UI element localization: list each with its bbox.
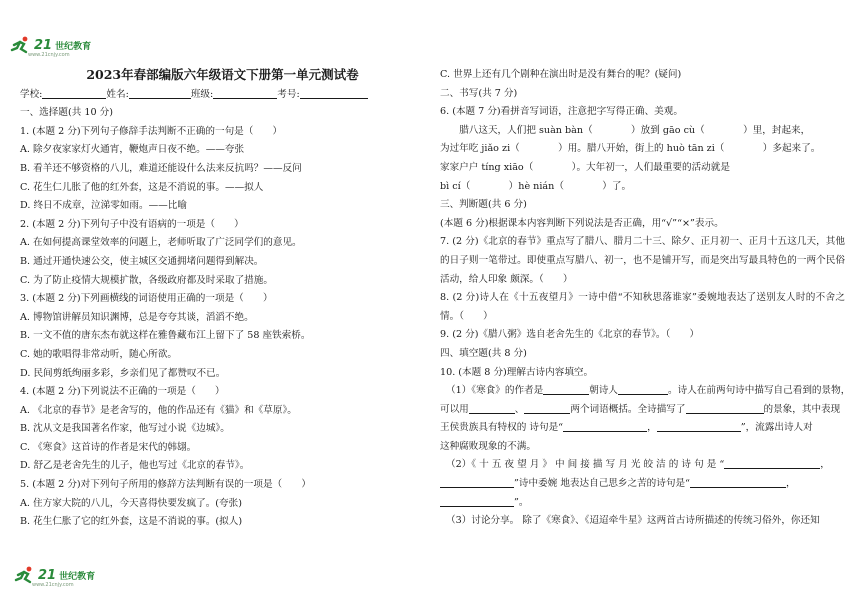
- question-line: C. 她的歌唱得非常动听，随心所欲。: [20, 348, 178, 360]
- blank-field[interactable]: [563, 420, 647, 432]
- question-line: 4. (本题 2 分)下列说法不正确的一项是（ ）: [20, 386, 225, 398]
- question-line: 2. (本题 2 分)下列句子中没有语病的一项是（ ）: [20, 218, 244, 230]
- blank-field[interactable]: [657, 420, 741, 432]
- question-line: A. 住方家大院的八儿，今天喜得快要发疯了。(夸张): [20, 497, 242, 509]
- pinyin-line: bì cí（ ）hè nián（ ）了。: [440, 180, 632, 192]
- blank-field[interactable]: [543, 383, 589, 395]
- question: 9. (2 分)《腊八粥》选自老舍先生的《北京的春节》。（ ）: [440, 329, 700, 341]
- question-line: B. 看羊还不够资格的八儿，难道还能设什么法来反抗吗？——反问: [20, 162, 302, 174]
- question-line: C. 花生仁儿胀了他的红外套，这是不消说的事。——拟人: [20, 181, 264, 193]
- fill-line: [440, 419, 845, 438]
- fill-line: 这种腐败现象的不满。: [440, 440, 536, 452]
- logo-brand-cn: 世纪教育: [59, 571, 96, 582]
- fill-text: ，: [785, 478, 796, 490]
- question-option: C. 世界上还有几个剧种在演出时是没有舞台的呢？(疑问): [440, 69, 682, 80]
- pinyin-line: 为过年吃 jiǎo zi（ ）用。腊八开始，街上的 huò tān zi（ ）多起来了。: [440, 143, 821, 155]
- fill-line: [440, 475, 845, 494]
- section-heading: 三、判断题(共 6 分): [440, 199, 527, 211]
- fill-text: ，: [647, 422, 657, 434]
- question-line: D. 民间剪纸绚丽多彩，乡亲们见了都赞叹不已。: [20, 367, 226, 379]
- section-heading: 四、填空题(共 8 分): [440, 347, 527, 359]
- exam-no-field[interactable]: [300, 87, 368, 99]
- fill-line: [440, 401, 845, 420]
- blank-field[interactable]: [618, 383, 668, 395]
- question-line: A. 博物馆讲解员知识渊博，总是夸夸其谈，滔滔不绝。: [20, 311, 254, 323]
- question-line: C. 《寒食》这首诗的作者是宋代的韩翃。: [20, 441, 197, 453]
- fill-line: [440, 382, 851, 401]
- name-field[interactable]: [129, 87, 191, 99]
- blank-field[interactable]: [686, 402, 764, 414]
- question-line: C. 为了防止疫情大规模扩散，各级政府都及时采取了措施。: [20, 274, 273, 286]
- class-field[interactable]: [213, 87, 277, 99]
- question: 7. (2 分)《北京的春节》重点写了腊八、腊月二十三、除夕、正月初一、正月十五这几天，其他的日子则一笔带过。即使重点写腊八、初一，也不是铺开写，而是突出写最具特色的一两个民俗活动，给人印象 颇深。（ ）: [440, 236, 845, 285]
- question-line: B. 沈从文是我国著名作家，他写过小说《边城》。: [20, 423, 230, 435]
- question-line: B. 通过开通快速公交，使主城区交通拥堵问题得到解决。: [20, 255, 264, 267]
- right-column: [440, 66, 851, 531]
- name-label: 姓名:: [106, 88, 129, 100]
- fill-text: 。诗人在前两句诗中描写自己看到的景物，: [668, 385, 851, 397]
- student-info-row: [20, 86, 425, 105]
- fill-text: ”诗中委婉 地表达自己思乡之苦的诗句是“: [514, 478, 690, 490]
- blank-field[interactable]: [724, 457, 820, 469]
- blank-field[interactable]: [469, 402, 515, 414]
- question-line: A. 在如何提高课堂效率的问题上，老师听取了广泛同学们的意见。: [20, 237, 302, 249]
- pinyin-line: 家家户户 tíng xiāo（ ）。大年初一，人们最重要的活动就是: [440, 161, 730, 173]
- blank-field[interactable]: [440, 476, 514, 488]
- fill-line: [440, 456, 845, 475]
- question-list-left: [20, 104, 425, 532]
- question-line: B. 花生仁胀了它的红外套，这是不消说的事。(拟人): [20, 516, 243, 528]
- logo-brand-cn: 世纪教育: [55, 41, 92, 52]
- fill-text: ”。: [514, 496, 529, 508]
- section-heading: 二、书写(共 7 分): [440, 87, 518, 99]
- logo: [10, 36, 92, 58]
- fill-text: ”，流露出诗人对: [740, 422, 813, 434]
- school-field[interactable]: [42, 87, 106, 99]
- logo-brand: 21: [34, 37, 53, 53]
- exam-no-label: 考号:: [277, 88, 300, 100]
- question: 8. (2 分)诗人在《十五夜望月》一诗中借“不知秋思落谁家”委婉地表达了送别友人时的不舍之情。（ ）: [440, 292, 845, 322]
- class-label: 班级:: [190, 88, 214, 100]
- left-column: [20, 66, 425, 532]
- logo-site: www.21cnjy.com: [32, 582, 74, 588]
- question-line: 3. (本题 2 分)下列画横线的词语使用正确的一项是（ ）: [20, 293, 273, 305]
- fill-text: 的景象，其中表现: [763, 403, 841, 415]
- logo-footer: [14, 566, 96, 588]
- question: 6. (本题 7 分)看拼音写词语，注意把字写得正确、美观。: [440, 106, 683, 118]
- question-line: D. 舒乙是老舍先生的儿子，他也写过《北京的春节》。: [20, 460, 250, 472]
- fill-text: 王侯贵族具有特权的 诗句是“: [440, 422, 564, 434]
- question-line: D. 终日不成章，泣涕零如雨。——比喻: [20, 200, 187, 212]
- school-label: 学校:: [20, 88, 43, 100]
- blank-field[interactable]: [524, 402, 570, 414]
- question-line: A. 《北京的春节》是老舍写的，他的作品还有《猫》和《草原》。: [20, 404, 297, 416]
- question-line: 5. (本题 2 分)对下列句子所用的修辞方法判断有误的一项是（ ）: [20, 479, 311, 491]
- fill-text: 可以用: [440, 403, 469, 415]
- fill-text: （1）《寒食》的作者是: [446, 385, 544, 397]
- section-description: (本题 6 分)根据课本内容判断下列说法是否正确，用“√”“×”表示。: [440, 217, 724, 229]
- question-line: 1. (本题 2 分)下列句子修辞手法判断不正确的一句是（ ）: [20, 125, 283, 137]
- fill-line: [440, 494, 845, 513]
- fill-text: ，: [820, 459, 830, 471]
- question-line: B. 一文不值的唐东杰布就这样在雅鲁藏布江上留下了 58 座铁索桥。: [20, 330, 311, 342]
- fill-line: （3）讨论分享。 除了《寒食》、《迢迢牵牛星》这两首古诗所描述的传统习俗外，你还知: [446, 515, 820, 527]
- logo-site: www.21cnjy.com: [28, 52, 70, 58]
- fill-text: 、: [514, 403, 525, 415]
- fill-text: 两个词语概括。全诗描写了: [570, 403, 686, 415]
- logo-brand: 21: [38, 567, 57, 583]
- pinyin-line: 腊八这天，人们把 suàn bàn（ ）放到 gāo cù（ ）里，封起来，: [459, 124, 811, 136]
- fill-text: 朝诗人: [589, 385, 619, 397]
- question: 10. (本题 8 分)理解古诗内容填空。: [440, 366, 594, 378]
- fill-text: （2）《 十 五 夜 望 月 》 中 间 接 描 写 月 光 皎 洁 的 诗 句 是 “: [446, 459, 725, 471]
- page-title: 2023年春部编版六年级语文下册第一单元测试卷: [86, 67, 359, 82]
- blank-field[interactable]: [690, 476, 786, 488]
- question-line: A. 除夕夜家家灯火通宵，鞭炮声日夜不绝。——夸张: [20, 144, 245, 156]
- question-line: 一、选择题(共 10 分): [20, 107, 113, 119]
- blank-field[interactable]: [440, 495, 514, 507]
